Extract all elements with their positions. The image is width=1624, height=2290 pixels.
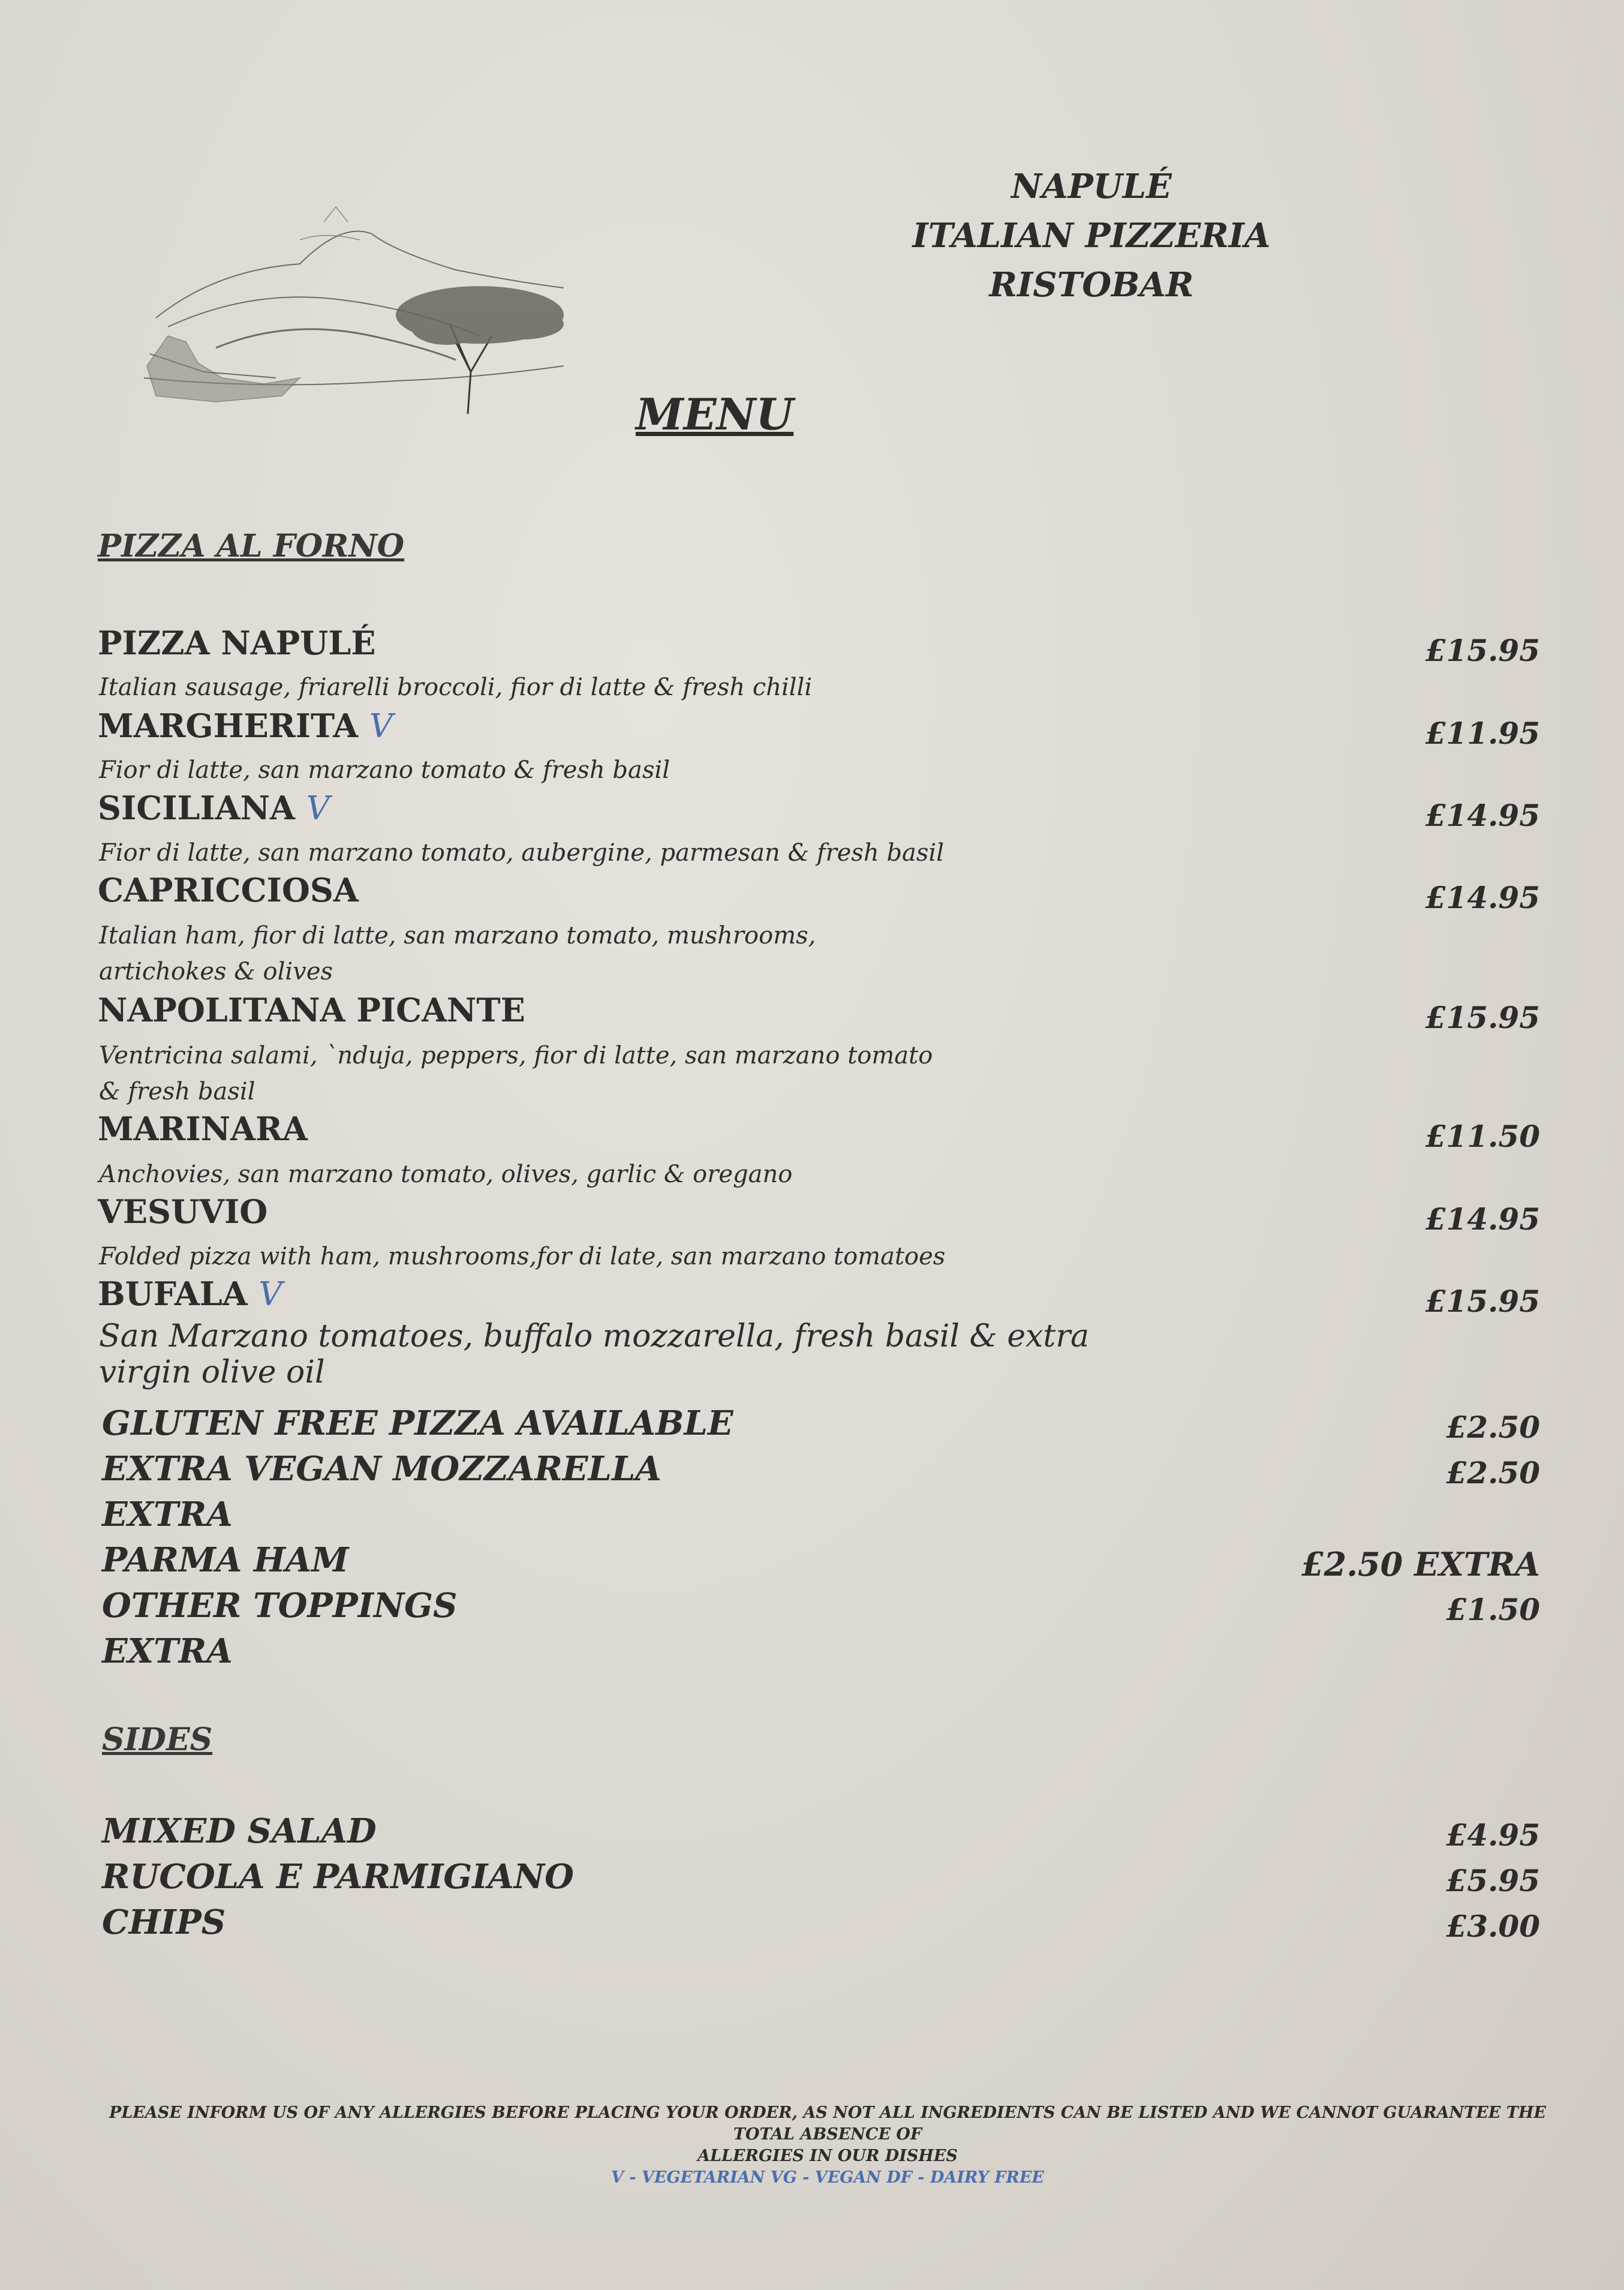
extra-option-price: £1.50 <box>1446 1592 1540 1627</box>
side-item-price: £5.95 <box>1446 1863 1540 1898</box>
allergy-notice-line: ALLERGIES IN OUR DISHES <box>697 2147 958 2165</box>
side-item-name: CHIPS <box>102 1903 226 1942</box>
extra-option-label: OTHER TOPPINGS <box>102 1586 458 1625</box>
extra-option-label: EXTRA <box>102 1495 233 1534</box>
menu-item-price: £14.95 <box>1425 1201 1540 1237</box>
allergy-notice <box>108 2102 1547 2189</box>
vegetarian-badge: V <box>369 707 393 745</box>
allergy-notice-line: PLEASE INFORM US OF ANY ALLERGIES BEFORE PLACING YOUR ORDER, AS NOT ALL INGREDIENTS CAN BE LISTED AND WE CANNOT GUARANTEE THE TOTAL ABSENCE OF <box>109 2103 1546 2144</box>
vegetarian-badge: V <box>258 1275 282 1313</box>
extra-option-price: £2.50 <box>1446 1410 1540 1445</box>
extra-option-label: PARMA HAM <box>102 1540 349 1580</box>
menu-item-name <box>98 624 375 662</box>
item-name-text: MARINARA <box>98 1110 308 1148</box>
menu-item-price: £15.95 <box>1425 1284 1540 1319</box>
side-item-price: £4.95 <box>1446 1817 1540 1853</box>
vegetarian-badge: V <box>306 789 330 827</box>
menu-item-price: £14.95 <box>1425 798 1540 833</box>
menu-item-name <box>98 1192 267 1231</box>
menu-item-description <box>99 918 1118 990</box>
description-line: & fresh basil <box>99 1078 255 1105</box>
item-name-text: NAPOLITANA PICANTE <box>98 991 525 1029</box>
extra-option-price: £2.50 <box>1446 1455 1540 1490</box>
menu-item-name <box>98 871 359 909</box>
menu-item-description: Fior di latte, san marzano tomato, aubergine, parmesan & fresh basil <box>99 839 945 867</box>
extra-option-label: GLUTEN FREE PIZZA AVAILABLE <box>102 1404 733 1443</box>
item-name-text: VESUVIO <box>98 1192 268 1231</box>
item-name-text: BUFALA <box>98 1275 248 1313</box>
menu-item-price: £14.95 <box>1425 880 1540 915</box>
menu-title: MENU <box>636 389 794 440</box>
side-item-name: MIXED SALAD <box>102 1811 377 1851</box>
description-line: Italian ham, fior di latte, san marzano tomato, mushrooms, <box>99 922 816 949</box>
item-name-text: MARGHERITA <box>98 707 359 745</box>
brand-subtitle: ITALIAN PIZZERIA <box>912 216 1271 256</box>
menu-item-price: £15.95 <box>1425 1000 1540 1035</box>
side-item-price: £3.00 <box>1446 1909 1540 1944</box>
menu-item-price: £11.95 <box>1425 716 1540 751</box>
menu-item-price: £15.95 <box>1425 633 1540 668</box>
section-title-sides: SIDES <box>102 1721 213 1758</box>
description-line: artichokes & olives <box>99 958 333 985</box>
menu-item-name <box>98 1110 308 1148</box>
brand-name: NAPULÉ <box>1011 167 1172 206</box>
brand-tagline: RISTOBAR <box>989 265 1194 305</box>
item-name-text: SICILIANA <box>98 789 295 827</box>
menu-item-description: Anchovies, san marzano tomato, olives, garlic & oregano <box>99 1161 793 1188</box>
bay-of-naples-illustration <box>144 198 576 420</box>
menu-item-name <box>98 789 330 827</box>
menu-item-name <box>98 991 525 1029</box>
restaurant-brand <box>828 162 1355 309</box>
menu-item-name <box>98 1275 282 1313</box>
menu-item-price: £11.50 <box>1425 1119 1540 1154</box>
menu-item-description: Fior di latte, san marzano tomato & fresh basil <box>99 756 670 784</box>
extra-option-label: EXTRA VEGAN MOZZARELLA <box>102 1449 661 1489</box>
extra-option-label: EXTRA <box>102 1631 233 1671</box>
item-name-text: CAPRICCIOSA <box>98 871 359 909</box>
section-title-pizza: PIZZA AL FORNO <box>98 528 405 564</box>
description-line: Ventricina salami, `nduja, peppers, fior di latte, san marzano tomato <box>99 1042 933 1069</box>
menu-item-description <box>99 1038 1118 1110</box>
item-name-text: PIZZA NAPULÉ <box>98 624 376 662</box>
menu-item-description: Italian sausage, friarelli broccoli, fior di latte & fresh chilli <box>99 674 813 701</box>
menu-item-description: San Marzano tomatoes, buffalo mozzarella, fresh basil & extra virgin olive oil <box>99 1318 1090 1390</box>
menu-item-name <box>98 707 393 745</box>
menu-item-description: Folded pizza with ham, mushrooms,for di late, san marzano tomatoes <box>99 1243 946 1270</box>
extra-option-price: £2.50 EXTRA <box>1301 1545 1540 1583</box>
dietary-legend: V - VEGETARIAN VG - VEGAN DF - DAIRY FREE <box>610 2168 1045 2187</box>
side-item-name: RUCOLA E PARMIGIANO <box>102 1857 574 1897</box>
